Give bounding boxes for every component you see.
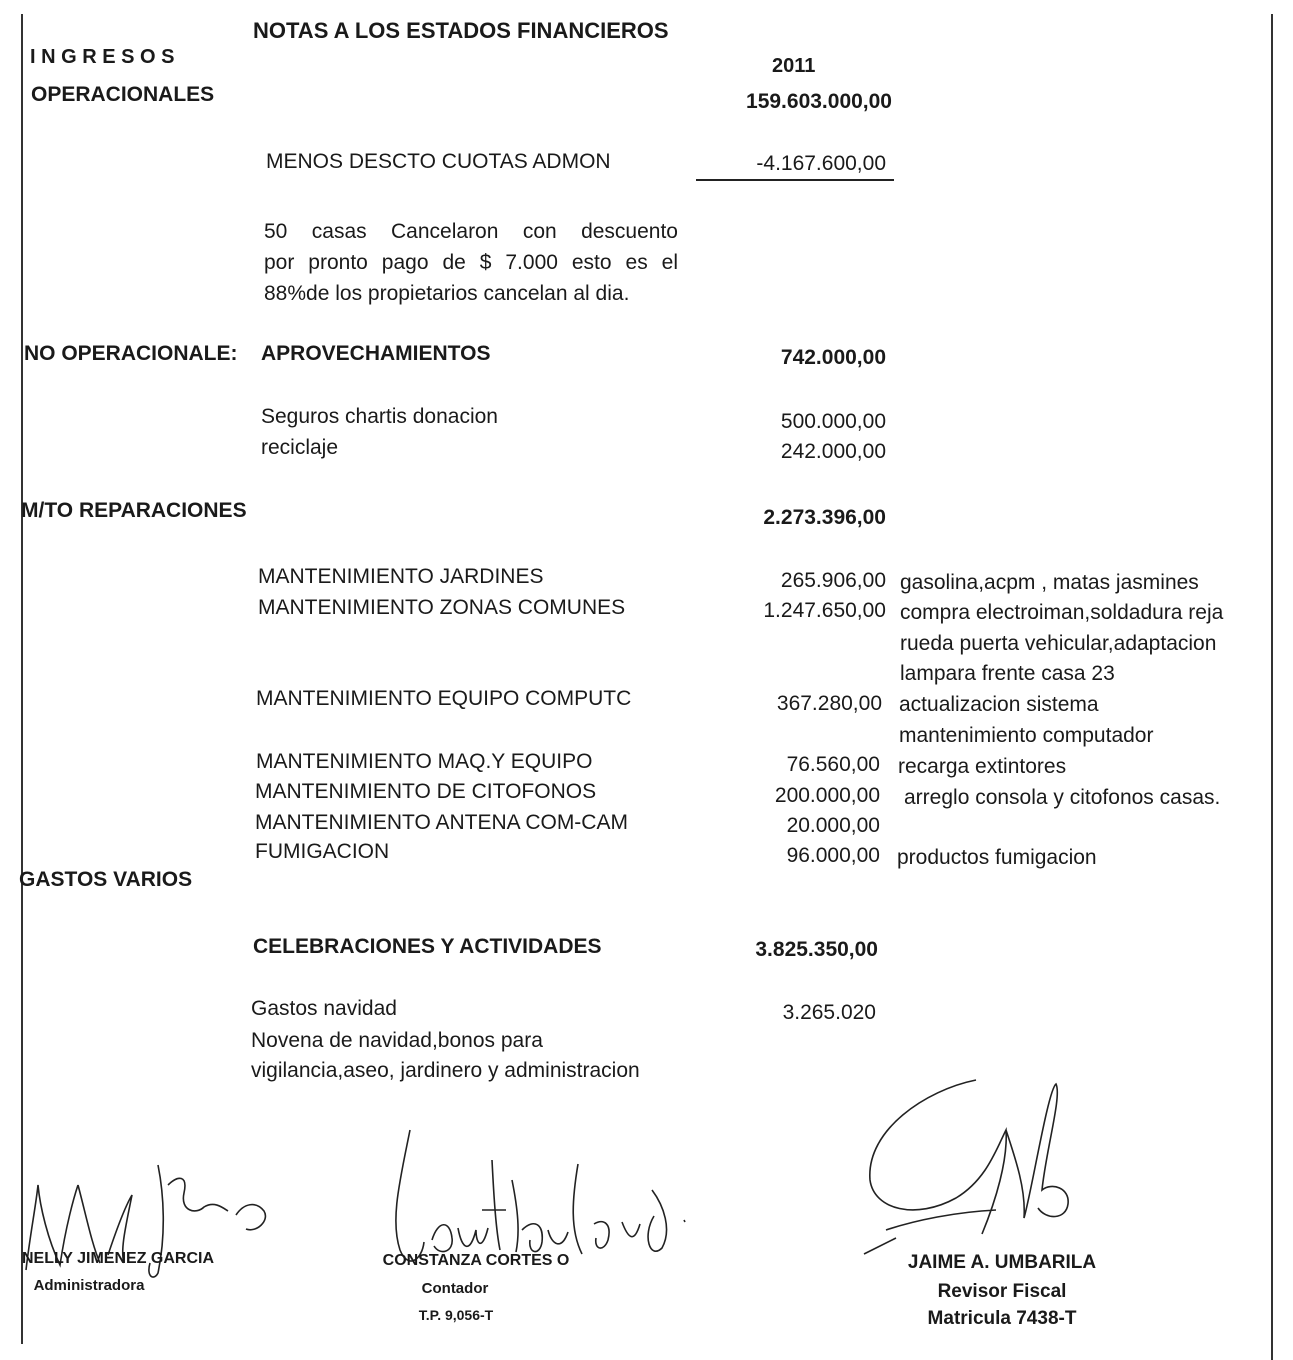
page-border-right (1271, 14, 1273, 1360)
signer-credential: Matricula 7438-T (927, 1308, 1077, 1329)
item-label: reciclaje (261, 436, 339, 459)
item-note: compra electroiman,soldadura reja (900, 601, 1224, 624)
item-value: 200.000,00 (774, 784, 880, 807)
mantenimiento-total: 2.273.396,00 (763, 506, 886, 529)
item-note: actualizacion sistema (899, 693, 1099, 716)
item-value: 367.280,00 (776, 692, 882, 715)
signature-jaime (856, 1070, 1086, 1260)
gastos-heading: GASTOS VARIOS (19, 868, 193, 891)
signer-credential: T.P. 9,056-T (418, 1307, 494, 1323)
gastos-navidad-value: 3.265.020 (782, 1001, 876, 1024)
celebraciones-total: 3.825.350,00 (755, 938, 878, 961)
note-line: 50 casas Cancelaron con descuento (264, 220, 678, 243)
celebraciones-heading: CELEBRACIONES Y ACTIVIDADES (253, 935, 602, 958)
item-note: recarga extintores (898, 755, 1067, 778)
aprovechamientos-heading: APROVECHAMIENTOS (261, 342, 491, 365)
item-value: 1.247.650,00 (763, 599, 886, 622)
item-label: MANTENIMIENTO MAQ.Y EQUIPO (256, 750, 593, 773)
descuento-value: -4.167.600,00 (756, 152, 886, 175)
signer-role: Contador (421, 1280, 489, 1297)
item-value: 20.000,00 (786, 814, 880, 837)
ingresos-heading: I N G R E S O S (30, 46, 175, 68)
signer-role: Administradora (33, 1277, 145, 1294)
note-line: 88%de los propietarios cancelan al dia. (264, 282, 630, 305)
signer-name: JAIME A. UMBARILA (907, 1252, 1097, 1273)
document-title: NOTAS A LOS ESTADOS FINANCIEROS (253, 18, 669, 43)
year-label: 2011 (772, 55, 816, 77)
item-value: 265.906,00 (780, 569, 886, 592)
subtotal-underline (696, 179, 894, 181)
item-label: MANTENIMIENTO DE CITOFONOS (255, 780, 597, 803)
operacionales-label: OPERACIONALES (31, 83, 215, 106)
item-label: MANTENIMIENTO JARDINES (258, 565, 544, 588)
item-note: productos fumigacion (897, 846, 1097, 869)
item-label: MANTENIMIENTO ZONAS COMUNES (258, 596, 626, 619)
signer-role: Revisor Fiscal (937, 1281, 1067, 1302)
note-line: por pronto pago de $ 7.000 esto es el (264, 251, 678, 274)
item-label: Seguros chartis donacion (261, 405, 498, 428)
item-value: 500.000,00 (780, 410, 886, 433)
item-note: arreglo consola y citofonos casas. (904, 786, 1221, 809)
item-label: MANTENIMIENTO ANTENA COM-CAM (255, 811, 628, 834)
aprovechamientos-total: 742.000,00 (780, 346, 886, 369)
signer-name: CONSTANZA CORTES O (382, 1252, 570, 1269)
operacionales-total: 159.603.000,00 (746, 90, 892, 113)
gastos-detail: Novena de navidad,bonos para (251, 1029, 543, 1052)
gastos-detail: vigilancia,aseo, jardinero y administracion (251, 1059, 640, 1082)
item-note: rueda puerta vehicular,adaptacion (900, 632, 1217, 655)
item-note: mantenimiento computador (899, 724, 1154, 747)
item-label: MANTENIMIENTO EQUIPO COMPUTC (256, 687, 632, 710)
no-operacionales-label: NO OPERACIONALE: (24, 342, 238, 365)
gastos-navidad-label: Gastos navidad (251, 997, 397, 1020)
descuento-label: MENOS DESCTO CUOTAS ADMON (266, 150, 611, 173)
item-note: lampara frente casa 23 (900, 662, 1115, 685)
item-note: gasolina,acpm , matas jasmines (900, 571, 1199, 594)
item-value: 96.000,00 (786, 844, 880, 867)
item-value: 76.560,00 (786, 753, 880, 776)
item-value: 242.000,00 (780, 440, 886, 463)
descuento-note (264, 216, 678, 309)
mantenimiento-heading: M/TO REPARACIONES (21, 499, 247, 522)
item-label: FUMIGACION (255, 840, 390, 863)
signer-name: NELLY JIMENEZ GARCIA (21, 1250, 215, 1267)
